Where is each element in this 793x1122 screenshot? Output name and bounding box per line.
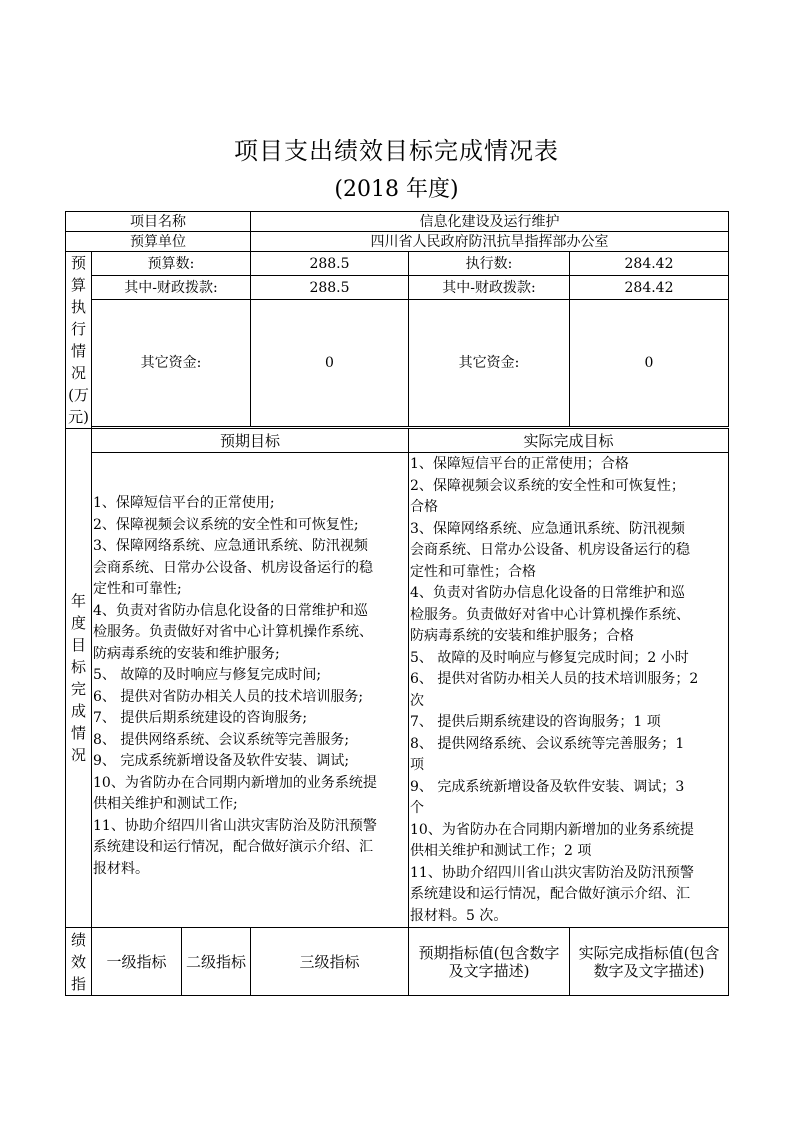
performance-table	[65, 211, 729, 996]
expected-goal-line: 系统建设和运行情况，配合做好演示介绍、汇	[93, 839, 373, 855]
actual-goal-line: 4、负责对省防办信息化设备的日常维护和巡	[410, 585, 685, 601]
budget-exec-label	[66, 252, 92, 429]
expected-goal-line: 2、保障视频会议系统的安全性和可恢复性;	[93, 516, 359, 533]
budget-unit-value: 四川省人民政府防汛抗旱指挥部办公室	[251, 232, 729, 252]
goal-header-row	[66, 429, 729, 453]
actual-goal-line: 1、保障短信平台的正常使用；合格	[410, 456, 629, 472]
other-funds-row	[66, 300, 729, 426]
expected-goal-header: 预期目标	[92, 429, 409, 453]
budget-exec-char: 行	[70, 320, 86, 338]
annual-goal-char: 度	[70, 614, 86, 632]
budget-exec-char: 预	[70, 254, 86, 272]
actual-goal-line: 9、 完成系统新增设备及软件安装、调试；3	[410, 778, 685, 795]
actual-goal-line: 检服务。负责做好对省中心计算机操作系统、	[410, 606, 690, 623]
expected-goal-line: 5、 故障的及时响应与修复完成时间;	[93, 667, 322, 683]
indicator-header-row	[66, 928, 729, 996]
actual-goal-line: 报材料。5 次。	[410, 907, 508, 924]
annual-goal-char: 况	[70, 746, 86, 764]
actual-goal-line: 系统建设和运行情况，配合做好演示介绍、汇	[410, 886, 690, 902]
project-name-value: 信息化建设及运行维护	[251, 212, 729, 232]
other-value-exec: 0	[570, 300, 729, 426]
budget-value: 288.5	[251, 252, 409, 276]
level2-header: 二级指标	[182, 928, 251, 996]
level3-header: 三级指标	[251, 928, 409, 996]
goal-content-row	[66, 453, 729, 928]
annual-goal-char: 完	[70, 680, 86, 698]
budget-exec-char: 元)	[68, 408, 89, 426]
expected-goals-cell	[92, 453, 409, 928]
page-subtitle: (2018 年度)	[334, 177, 459, 202]
expected-goal-line: 3、保障网络系统、应急通讯系统、防汛视频	[93, 538, 368, 554]
actual-goal-line: 11、协助介绍四川省山洪灾害防治及防汛预警	[410, 864, 694, 881]
page-title: 项目支出绩效目标完成情况表	[234, 137, 559, 165]
budget-exec-char: 算	[70, 276, 86, 294]
perf-label-char: 效	[70, 952, 86, 971]
budget-label: 预算数:	[92, 252, 251, 276]
actual-goal-line: 6、 提供对省防办相关人员的技术培训服务；2	[410, 671, 699, 687]
actual-goal-line: 3、保障网络系统、应急通讯系统、防汛视频	[410, 520, 685, 537]
expected-goal-line: 防病毒系统的安装和维护服务;	[93, 645, 280, 662]
actual-goal-line: 次	[410, 692, 424, 709]
project-name-row	[66, 212, 729, 232]
actual-goal-line: 合格	[410, 499, 438, 515]
expected-goal-line: 6、 提供对省防办相关人员的技术培训服务;	[93, 688, 364, 705]
perf-label-char: 绩	[70, 930, 86, 949]
annual-goal-label	[66, 429, 92, 928]
other-label-budget: 其它资金:	[92, 300, 251, 426]
annual-goal-char: 目	[70, 636, 86, 654]
budget-exec-char: (万	[68, 386, 89, 404]
perf-label-char: 指	[70, 974, 86, 993]
project-name-label: 项目名称	[66, 212, 251, 232]
fiscal-label-budget: 其中-财政拨款:	[92, 276, 251, 300]
budget-exec-char: 执	[70, 298, 86, 316]
budget-exec-char: 况	[70, 364, 86, 382]
perf-indicator-label	[66, 928, 92, 996]
expected-goal-line: 9、 完成系统新增设备及软件安装、调试;	[93, 753, 350, 769]
exec-value: 284.42	[570, 252, 729, 276]
annual-goal-char: 情	[70, 724, 86, 742]
expected-value-header: 预期指标值(包含数字及文字描述)	[409, 928, 570, 996]
fiscal-label-exec: 其中-财政拨款:	[409, 276, 570, 300]
expected-goal-line: 会商系统、日常办公设备、机房设备运行的稳	[93, 559, 373, 576]
actual-goal-line: 2、保障视频会议系统的安全性和可恢复性；	[410, 477, 685, 494]
expected-goal-line: 4、负责对省防办信息化设备的日常维护和巡	[93, 602, 368, 619]
budget-unit-label: 预算单位	[66, 232, 251, 252]
exec-label: 执行数:	[409, 252, 570, 276]
actual-goal-line: 防病毒系统的安装和维护服务；合格	[410, 628, 634, 644]
other-value-budget: 0	[251, 300, 409, 426]
annual-goal-char: 标	[70, 658, 86, 676]
fiscal-row	[66, 276, 729, 300]
fiscal-value-budget: 288.5	[251, 276, 409, 300]
actual-goal-line: 10、为省防办在合同期内新增加的业务系统提	[410, 821, 694, 838]
expected-goal-line: 供相关维护和测试工作;	[93, 796, 238, 812]
actual-value-header: 实际完成指标值(包含数字及文字描述)	[570, 928, 729, 996]
actual-goal-line: 个	[410, 800, 424, 816]
level1-header: 一级指标	[92, 928, 182, 996]
actual-goal-line: 定性和可靠性；合格	[410, 563, 536, 580]
budget-row	[66, 252, 729, 276]
budget-exec-char: 情	[70, 342, 86, 360]
expected-goal-line: 定性和可靠性;	[93, 581, 182, 597]
fiscal-value-exec: 284.42	[570, 276, 729, 300]
expected-goal-line: 8、 提供网络系统、会议系统等完善服务;	[93, 731, 350, 748]
annual-goal-char: 成	[70, 702, 86, 720]
other-label-exec: 其它资金:	[409, 300, 570, 426]
actual-goal-header: 实际完成目标	[409, 429, 729, 453]
actual-goal-line: 项	[410, 757, 424, 773]
expected-goal-line: 1、保障短信平台的正常使用;	[93, 495, 275, 511]
expected-goal-line: 7、 提供后期系统建设的咨询服务;	[93, 710, 308, 726]
expected-goal-line: 10、为省防办在合同期内新增加的业务系统提	[93, 774, 377, 791]
expected-goal-line: 检服务。负责做好对省中心计算机操作系统、	[93, 624, 373, 640]
actual-goal-line: 8、 提供网络系统、会议系统等完善服务；1	[410, 735, 685, 752]
annual-goal-char: 年	[70, 592, 86, 610]
budget-unit-row	[66, 232, 729, 252]
actual-goal-line: 5、 故障的及时响应与修复完成时间；2 小时	[410, 649, 689, 666]
actual-goal-line: 会商系统、日常办公设备、机房设备运行的稳	[410, 542, 690, 558]
actual-goal-line: 7、 提供后期系统建设的咨询服务；1 项	[410, 714, 661, 730]
expected-goal-line: 11、协助介绍四川省山洪灾害防治及防汛预警	[93, 817, 377, 834]
expected-goal-line: 报材料。	[93, 860, 149, 877]
actual-goal-line: 供相关维护和测试工作；2 项	[410, 843, 592, 859]
actual-goals-cell	[409, 453, 729, 928]
